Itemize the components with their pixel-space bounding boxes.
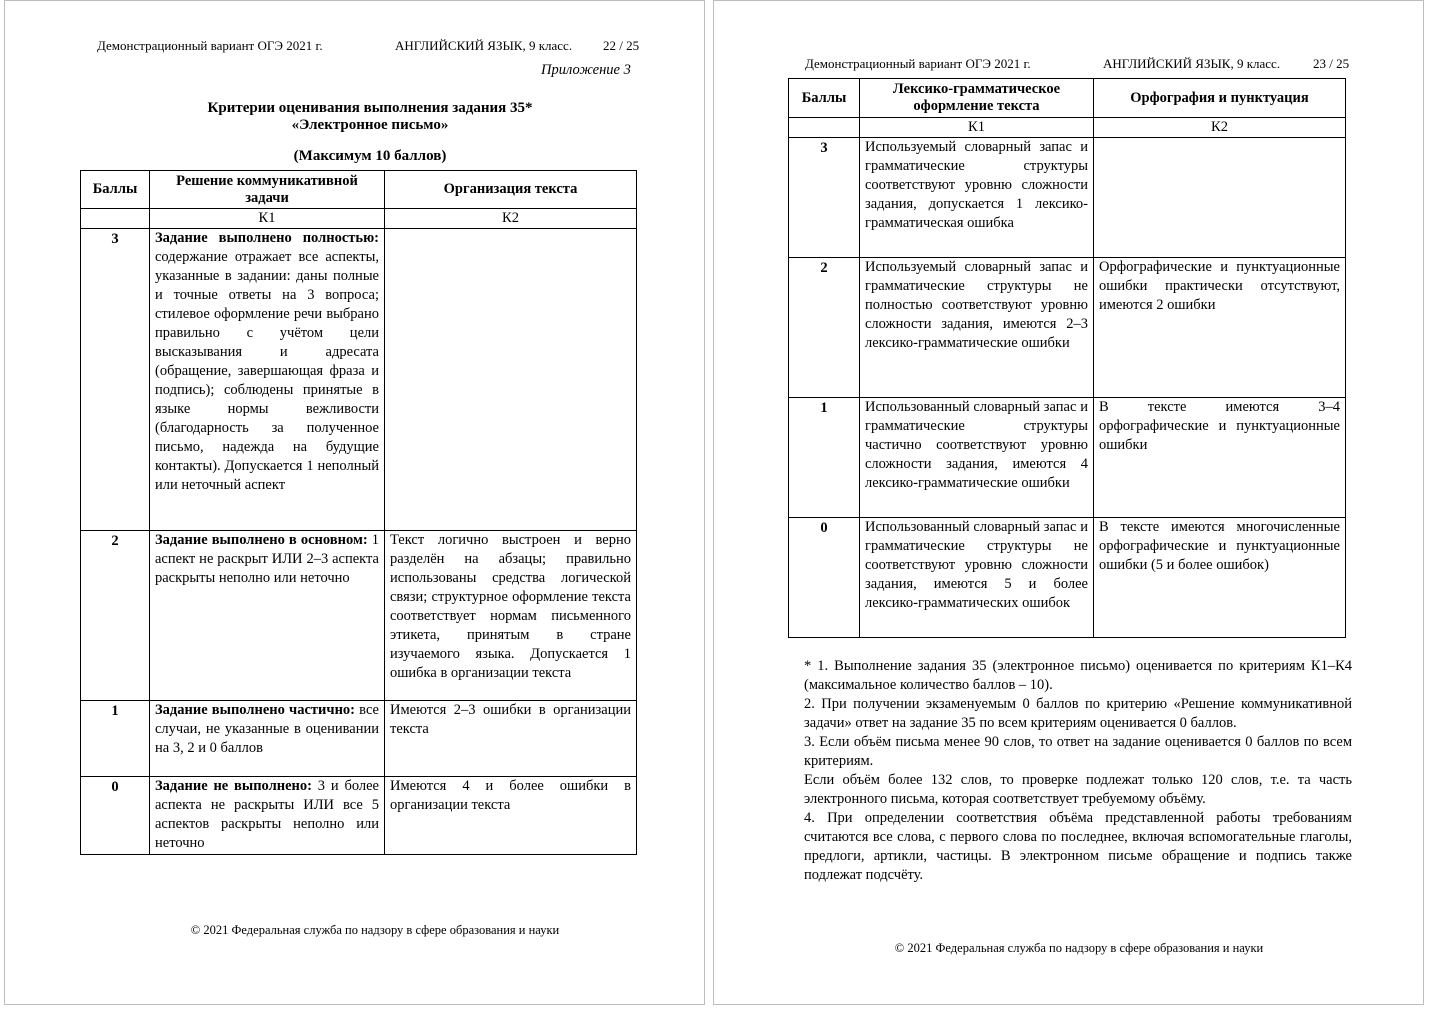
max-points: (Максимум 10 баллов) <box>293 148 447 164</box>
table-row <box>81 531 637 701</box>
k1-cell <box>150 777 385 855</box>
k2-cell: Имеются 4 и более ошибки в организации текста <box>385 777 637 855</box>
criteria-title <box>85 100 655 134</box>
k1-description: содержание отражает все аспекты, указанные в задании: даны полные и точные ответы на 3 вопроса; стилевое оформление речи выбрано правильно с учётом цели высказывания и адресата (обращение, завершающая фраза и подпись); соблюдены принятые в языке нормы вежливости (благодарность за полученное письмо, надежда на будущие контакты). Допускается 1 неполный или неточный аспект <box>155 249 379 493</box>
score-cell: 3 <box>789 138 860 258</box>
criteria-table-k1-k2 <box>80 170 637 855</box>
k1-verdict: Задание выполнено полностью: <box>155 230 379 246</box>
k2-cell: В тексте имеются 3–4 орфографические и пунктуационные ошибки <box>1094 398 1346 518</box>
k1-cell: Используемый словарный запас и грамматические структуры соответствуют уровню сложности задания, допускается 1 лексико-грамматическая ошибка <box>860 138 1094 258</box>
k1-cell <box>150 229 385 531</box>
header-page-number: 23 / 25 <box>1313 56 1350 71</box>
footnote-1: * 1. Выполнение задания 35 (электронное письмо) оценивается по критериям К1–К4 (максимальное количество баллов – 10). <box>804 658 1352 693</box>
k2-cell: Текст логично выстроен и верно разделён на абзацы; правильно использованы средства логической связи; структурное оформление текста соответствует нормам письменного этикета, принятым в стране изучаемого языка. Допускается 1 ошибка в организации текста <box>385 531 637 701</box>
k1-description: 3 и более аспекта не раскрыты ИЛИ все 5 аспектов раскрыты неполно или неточно <box>155 778 379 851</box>
score-cell: 0 <box>81 777 150 855</box>
empty-cell <box>789 118 860 138</box>
header-exam: Демонстрационный вариант ОГЭ 2021 г. <box>97 38 323 53</box>
footnote-4: 4. При определении соответствия объёма представленной работы требованиям считаются все слова, с первого слова по последнее, включая вспомогательные глаголы, предлоги, артикли, частицы. В электронном письме обращение и подпись также подлежат подсчёту. <box>804 810 1352 883</box>
criteria-table-k3-k4 <box>788 78 1346 638</box>
empty-cell <box>81 209 150 229</box>
k1-verdict: Задание выполнено частично: <box>155 702 356 718</box>
criteria-title-line1: Критерии оценивания выполнения задания 35* <box>207 100 533 116</box>
table-code-row <box>789 118 1346 138</box>
k1-verdict: Задание выполнено в основном: <box>155 532 368 548</box>
footnote-3: 3. Если объём письма менее 90 слов, то ответ на задание оценивается 0 баллов по всем критериям. <box>804 734 1352 769</box>
right-page <box>713 0 1424 1005</box>
k1-verdict: Задание не выполнено: <box>155 778 312 794</box>
score-cell: 1 <box>789 398 860 518</box>
score-cell: 2 <box>81 531 150 701</box>
k2-label: К2 <box>385 209 637 229</box>
footnote-2: 2. При получении экзаменуемым 0 баллов по критерию «Решение коммуникативной задачи» ответ на задание 35 по всем критериям оценивается 0 баллов. <box>804 696 1352 731</box>
table-code-row <box>81 209 637 229</box>
k1-cell: Используемый словарный запас и грамматические структуры не полностью соответствуют уровню сложности задания, имеются 2–3 лексико-грамматические ошибки <box>860 258 1094 398</box>
score-cell: 1 <box>81 701 150 777</box>
col-header-k1: Лексико-грамматическое оформление текста <box>860 79 1094 118</box>
table-row <box>789 398 1346 518</box>
table-row <box>789 258 1346 398</box>
col-header-points: Баллы <box>81 171 150 209</box>
k1-description: 1 аспект не раскрыт ИЛИ 2–3 аспекта раскрыты неполно или неточно <box>155 532 380 586</box>
k1-cell <box>150 531 385 701</box>
k2-cell: В тексте имеются многочисленные орфографические и пунктуационные ошибки (5 и более ошибок) <box>1094 518 1346 638</box>
k2-cell <box>1094 138 1346 258</box>
header-subject: АНГЛИЙСКИЙ ЯЗЫК, 9 класс. <box>395 38 573 53</box>
score-cell: 2 <box>789 258 860 398</box>
table-row <box>789 138 1346 258</box>
page-footer: © 2021 Федеральная служба по надзору в сфере образования и науки <box>190 923 560 937</box>
header-subject: АНГЛИЙСКИЙ ЯЗЫК, 9 класс. <box>1103 56 1281 71</box>
footnote-3-continued: Если объём более 132 слов, то проверке подлежат только 120 слов, т.е. та часть электронного письма, которая соответствует требуемому объёму. <box>804 772 1352 807</box>
footnotes <box>804 657 1352 885</box>
k1-cell: Использованный словарный запас и грамматические структуры частично соответствуют уровню сложности задания, имеются 4 лексико-грамматические ошибки <box>860 398 1094 518</box>
table-header-row <box>789 79 1346 118</box>
k1-label: К1 <box>150 209 385 229</box>
table-row <box>81 777 637 855</box>
k1-cell <box>150 701 385 777</box>
k1-description: все случаи, не указанные в оценивании на 3, 2 и 0 баллов <box>155 702 379 756</box>
appendix-label: Приложение 3 <box>541 62 631 78</box>
col-header-k2: Орфография и пунктуация <box>1094 79 1346 118</box>
criteria-title-line2: «Электронное письмо» <box>291 117 449 133</box>
k1-label: К1 <box>860 118 1094 138</box>
table-row <box>789 518 1346 638</box>
left-page <box>4 0 705 1005</box>
col-header-k2: Организация текста <box>385 171 637 209</box>
header-page-number: 22 / 25 <box>603 38 640 53</box>
k2-cell: Имеются 2–3 ошибки в организации текста <box>385 701 637 777</box>
k1-cell: Использованный словарный запас и грамматические структуры не соответствуют уровню сложности задания, имеются 5 и более лексико-грамматических ошибок <box>860 518 1094 638</box>
col-header-points: Баллы <box>789 79 860 118</box>
k2-cell <box>385 229 637 531</box>
table-row <box>81 701 637 777</box>
page-header <box>97 38 323 54</box>
page-footer: © 2021 Федеральная служба по надзору в сфере образования и науки <box>894 941 1264 955</box>
header-exam: Демонстрационный вариант ОГЭ 2021 г. <box>805 56 1031 71</box>
score-cell: 0 <box>789 518 860 638</box>
col-header-k1: Решение коммуникативной задачи <box>150 171 385 209</box>
k2-cell: Орфографические и пунктуационные ошибки практически отсутствуют, имеются 2 ошибки <box>1094 258 1346 398</box>
k2-label: К2 <box>1094 118 1346 138</box>
table-row <box>81 229 637 531</box>
score-cell: 3 <box>81 229 150 531</box>
table-header-row <box>81 171 637 209</box>
